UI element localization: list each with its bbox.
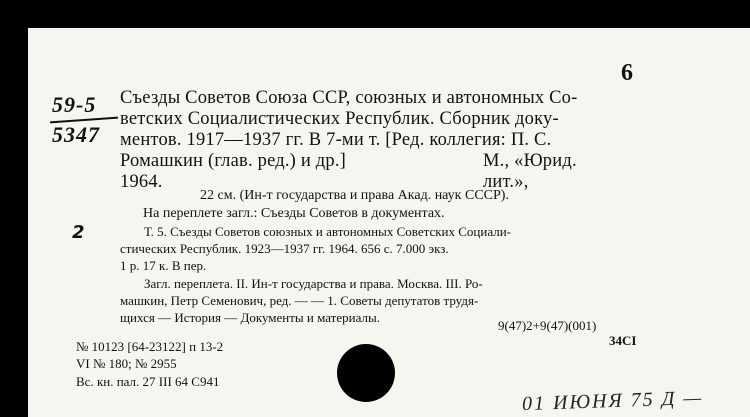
classification-code-2: 34СI [609,333,637,348]
volume-line: Т. 5. Съезды Советов союзных и автономных Советских Социали- [144,224,511,239]
volume-mark: 2 [72,222,85,243]
classification-code: 9(47)2+9(47)(001) [498,318,597,333]
title-line: Съезды Советов Союза ССР, союзных и автономных Со- [120,88,578,108]
handwritten-note: 01 ИЮНЯ 75 Д — [521,386,704,416]
catalog-card [28,28,750,417]
title-line: Ромашкин (глав. ред.) и др.] [120,151,347,171]
subject-line: Загл. переплета. II. Ин-т государства и права. Москва. III. Ро- [144,276,483,291]
catalog-line: Вс. кн. пал. 27 III 64 C941 [76,374,220,389]
size-line: 22 см. (Ин-т государства и права Акад. наук СССР). [200,188,509,203]
catalog-line: VI № 180; № 2955 [76,356,177,371]
punch-hole [337,344,395,402]
call-number-top: 59-5 [52,92,97,117]
title-line: ментов. 1917—1937 гг. В 7-ми т. [Ред. коллегия: П. С. [120,130,552,150]
page-number: 6 [621,60,633,86]
cover-title: На переплете загл.: Съезды Советов в документах. [143,206,445,221]
subject-line: машкин, Петр Семенович, ред. — — 1. Советы депутатов трудя- [120,293,479,308]
publisher: М., «Юрид. лит.», [483,151,577,192]
call-number-bottom: 5347 [52,122,100,147]
volume-line: стических Республик. 1923—1937 гг. 1964. 656 с. 7.000 экз. [120,241,449,256]
title-block [120,88,577,193]
catalog-line: № 10123 [64-23122] п 13-2 [76,339,224,354]
volume-line: 1 р. 17 к. В пер. [120,258,207,273]
subject-line: щихся — История — Документы и материалы. [120,310,380,325]
title-line: ветских Социалистических Республик. Сборник доку- [120,109,559,129]
title-line-year: 1964. [120,172,163,192]
